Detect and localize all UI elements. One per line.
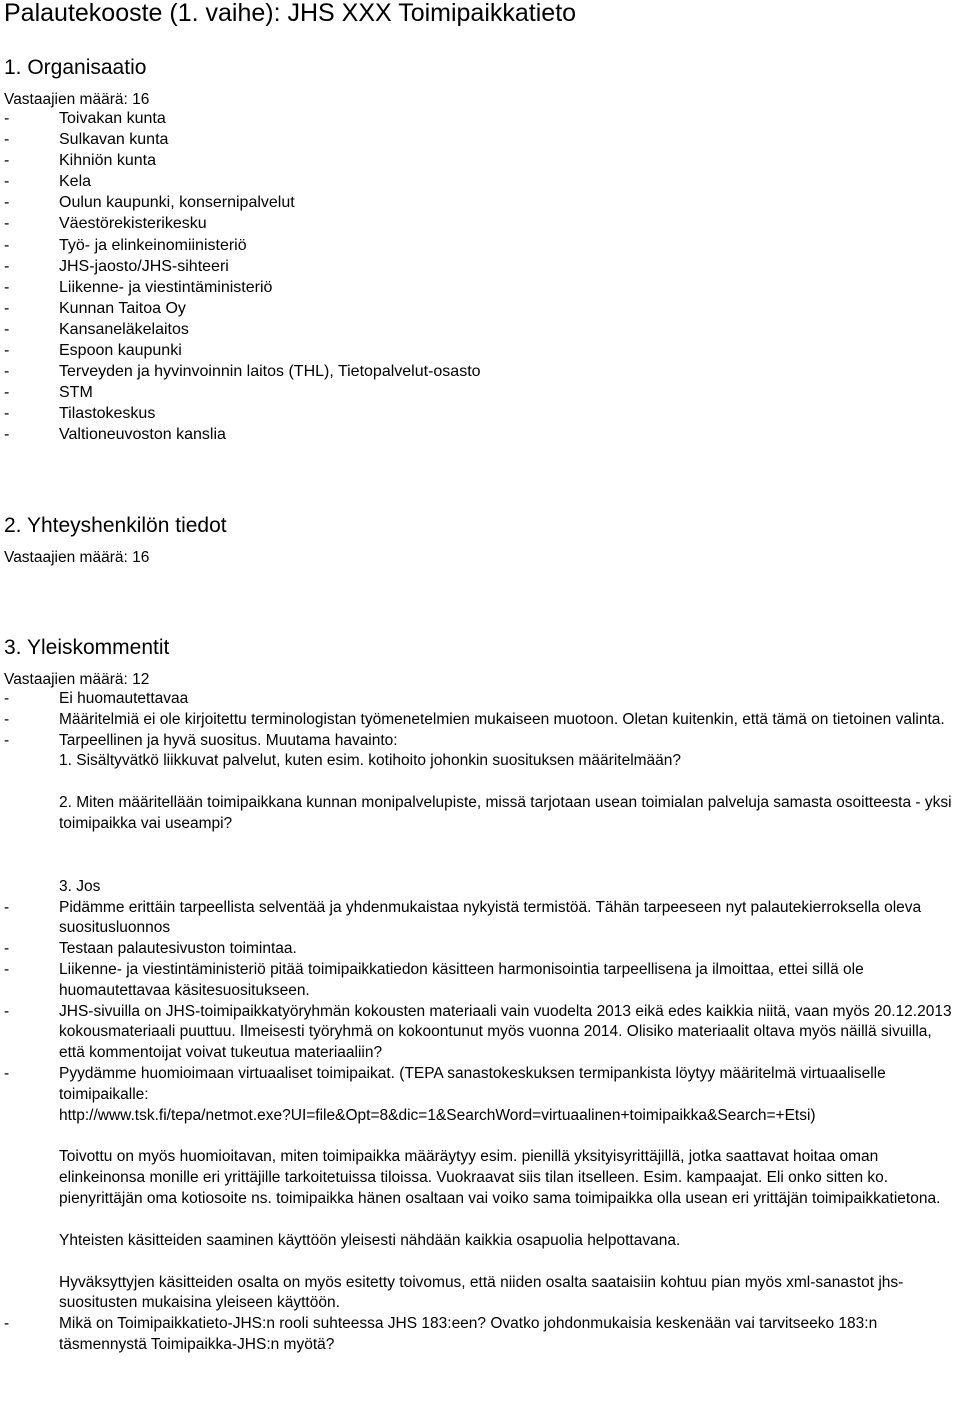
comment-item: - Tarpeellinen ja hyvä suositus. Muutama havainto: (4, 731, 958, 752)
list-item: - Kela (4, 173, 92, 191)
comment-item: - JHS-sivuilla on JHS-toimipaikkatyöryhmän kokousten materiaali vain vuodelta 2013 eikä edes kaikkia niitä, vaan myös 20.12.2013 kokousmateriaali puuttuu. Ilmeisesti työryhmä on kokoontunut myös vuonna 2014. Olisiko materiaalit oltava myös näillä sivuilla, että kommentoijat voivat tukeutua materiaaliin? (4, 1002, 952, 1062)
spacer (4, 772, 958, 793)
section-1-heading: 1. Organisaatio (4, 56, 147, 79)
section-2-heading: 2. Yhteyshenkilön tiedot (4, 514, 227, 537)
list-dash: - (4, 152, 10, 170)
list-dash: - (4, 1315, 10, 1333)
list-item: - Oulun kaupunki, konsernipalvelut (4, 194, 295, 212)
spacer (4, 1126, 958, 1147)
section-1-respondent-count: Vastaajien määrä: 16 (4, 91, 150, 108)
section-3-heading: 3. Yleiskommentit (4, 636, 170, 659)
spacer (4, 1252, 958, 1273)
comment-item: - Liikenne- ja viestintäministeriö pitää toimipaikkatiedon käsitteen harmonisointia tarpeellisena ja ilmoittaa, ettei sillä ole huomautettavaa käsitesuositukseen. (4, 960, 864, 999)
list-dash: - (4, 384, 10, 402)
list-item: - Sulkavan kunta (4, 131, 169, 149)
tepa-link[interactable]: http://www.tsk.fi/tepa/netmot.exe?UI=file&Opt=8&dic=1&SearchWord=virtuaalinen+toimipaikka&Search=+Etsi) (59, 1106, 816, 1124)
list-dash: - (4, 299, 10, 317)
list-item: - JHS-jaosto/JHS-sihteeri (4, 257, 229, 275)
list-dash: - (4, 363, 10, 381)
list-item: - STM (4, 384, 93, 402)
list-item: - Liikenne- ja viestintäministeriö (4, 278, 273, 296)
list-dash: - (4, 236, 10, 254)
list-dash: - (4, 194, 10, 212)
comment-paragraph: 1. Sisältyvätkö liikkuvat palvelut, kuten esim. kotihoito johonkin suosituksen määritelmään? (59, 752, 682, 770)
section-3-respondent-count: Vastaajien määrä: 12 (4, 671, 150, 688)
list-dash: - (4, 173, 10, 191)
list-item: - Työ- ja elinkeinomiinisteriö (4, 236, 247, 254)
comment-item: - Mikä on Toimipaikkatieto-JHS:n rooli suhteessa JHS 183:een? Ovatko johdonmukaisia keskenään vai tarvitseeko 183:n täsmennystä Toimipaikka-JHS:n myötä? (4, 1315, 878, 1353)
list-item: - Tilastokeskus (4, 405, 156, 423)
comment-paragraph: Hyväksyttyjen käsitteiden osalta on myös esitetty toivomus, että niiden osalta saataisiin kohtuu pian myös xml-sanastot jhs-suositusten mukaisina yleiseen käyttöön. (59, 1273, 904, 1312)
list-item: - Kansaneläkelaitos (4, 320, 189, 338)
list-item: - Väestörekisterikesku (4, 215, 207, 233)
organisation-list (4, 108, 481, 446)
comment-item: - Pyydämme huomioimaan virtuaaliset toimipaikat. (TEPA sanastokeskuksen termipankista löytyy määritelmä virtuaaliselle toimipaikalle: (4, 1064, 886, 1103)
spacer (4, 835, 958, 877)
list-dash: - (4, 320, 10, 338)
list-dash: - (4, 405, 10, 423)
list-item: - Espoon kaupunki (4, 342, 182, 360)
list-dash: - (4, 1064, 10, 1082)
list-dash: - (4, 690, 10, 707)
comment-url (4, 1106, 958, 1127)
list-dash: - (4, 940, 10, 958)
list-dash: - (4, 131, 10, 149)
list-dash: - (4, 342, 10, 360)
comment-item: - Pidämme erittäin tarpeellista selventää ja yhdenmukaistaa nykyistä termistöä. Tähän tarpeeseen nyt palautekierroksella oleva suositusluonnos (4, 898, 922, 937)
list-dash: - (4, 278, 10, 296)
list-dash: - (4, 110, 10, 127)
comment-paragraph: Toivottu on myös huomioitavan, miten toimipaikka määräytyy esim. pienillä yksityisyrittäjillä, jotka saattavat hoitaa oman elinkeinonsa monille eri yrittäjille tarkoitetuissa tiloissa. Vuokraavat siis tilan itselleen. Esim. kampaajat. Eli onko sitten ko. pienyrittäjän oma kotiosoite ns. toimipaikka hänen osaltaan vai voiko sama toimipaikka olla usean eri yrittäjän toimipaikkatietona. (59, 1148, 941, 1207)
list-dash: - (4, 710, 10, 728)
list-dash: - (4, 257, 10, 275)
list-dash: - (4, 898, 10, 916)
list-dash: - (4, 215, 10, 233)
comment-list (4, 689, 958, 1356)
document-title: Palautekooste (1. vaihe): JHS XXX Toimipaikkatieto (4, 0, 577, 27)
list-item: - Terveyden ja hyvinvoinnin laitos (THL), Tietopalvelut-osasto (4, 363, 481, 381)
comment-item: - Määritelmiä ei ole kirjoitettu terminologistan työmenetelmien mukaiseen muotoon. Oletan kuitenkin, että tämä on tietoinen valinta. (4, 710, 958, 731)
spacer (4, 1210, 958, 1231)
comment-paragraph: 2. Miten määritellään toimipaikkana kunnan monipalvelupiste, missä tarjotaan usean toimialan palveluja samasta osoitteesta - yksi toimipaikka vai useampi? (59, 794, 952, 832)
list-item: - Kunnan Taitoa Oy (4, 299, 186, 317)
list-item: - Valtioneuvoston kanslia (4, 426, 226, 444)
list-dash: - (4, 960, 10, 978)
comment-item: - Ei huomautettavaa (4, 689, 958, 710)
list-item: - Toivakan kunta (4, 110, 166, 127)
list-dash: - (4, 731, 10, 749)
section-2-respondent-count: Vastaajien määrä: 16 (4, 549, 150, 566)
list-dash: - (4, 1002, 10, 1020)
list-item: - Kihniön kunta (4, 152, 156, 170)
list-dash: - (4, 426, 10, 444)
comment-paragraph: 3. Jos (59, 877, 101, 895)
comment-paragraph: Yhteisten käsitteiden saaminen käyttöön yleisesti nähdään kaikkia osapuolia helpottavana. (59, 1231, 681, 1249)
comment-item: - Testaan palautesivuston toimintaa. (4, 939, 958, 960)
